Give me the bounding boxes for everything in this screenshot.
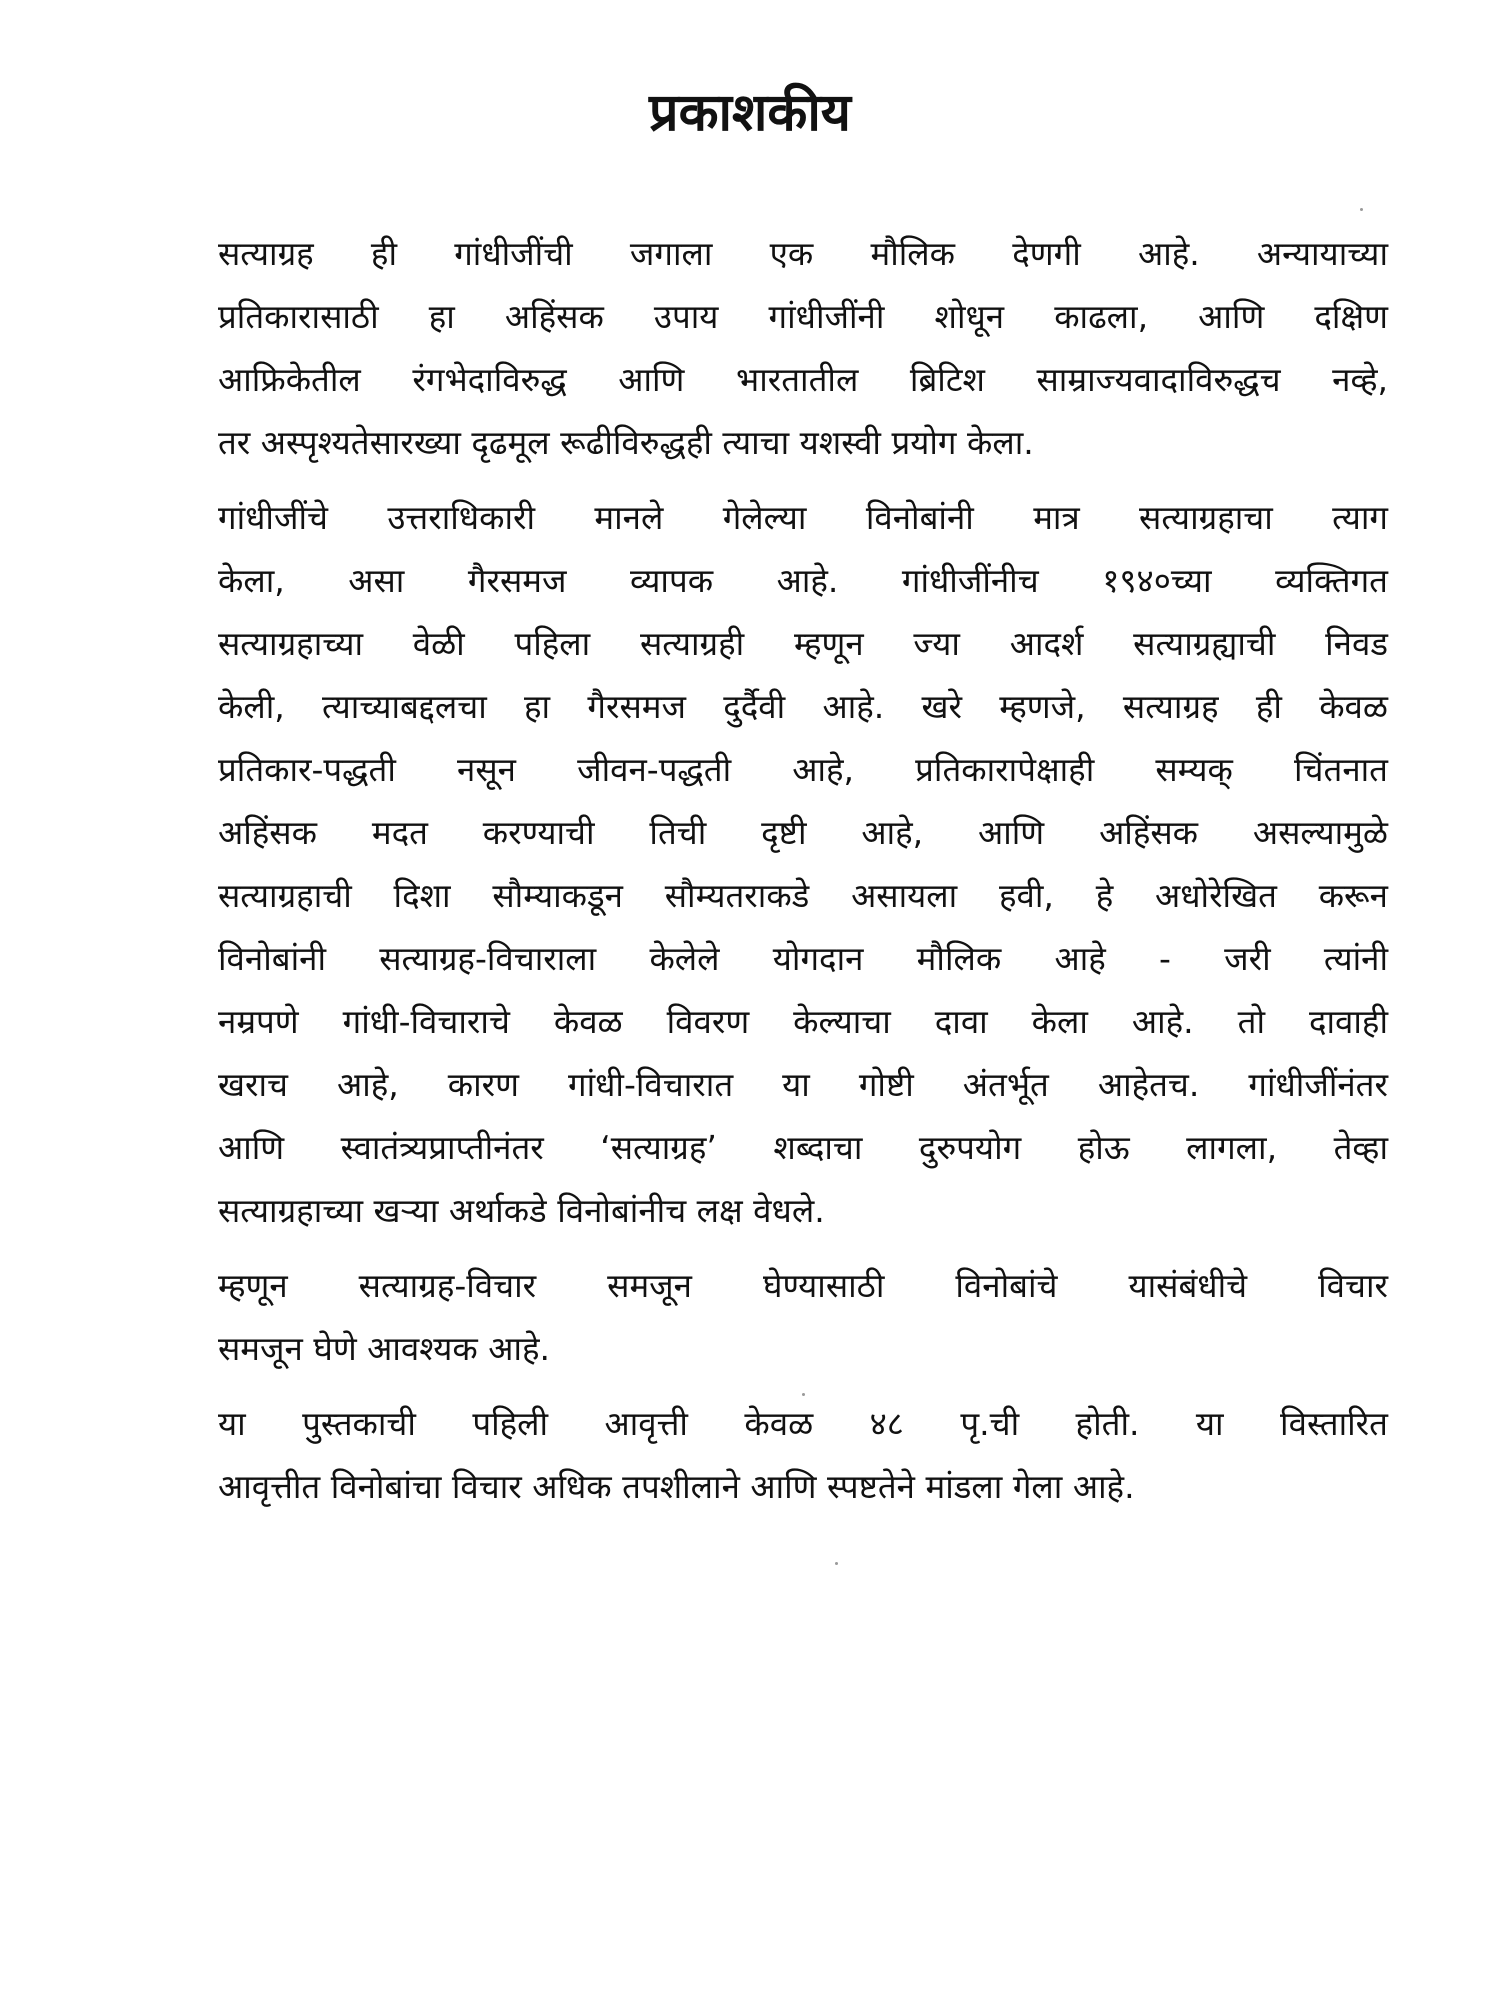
scan-speck (1360, 208, 1363, 211)
paragraph-1 (128, 222, 1388, 474)
text-line: तर अस्पृश्यतेसारख्या दृढमूल रूढीविरुद्धही त्याचा यशस्वी प्रयोग केला. (218, 423, 1034, 462)
text-line: आणि स्वातंत्र्यप्राप्तीनंतर ‘सत्याग्रह’ शब्दाचा दुरुपयोग होऊ लागला, तेव्हा (218, 1128, 1388, 1167)
scan-speck (835, 1562, 838, 1565)
text-line: आफ्रिकेतील रंगभेदाविरुद्ध आणि भारतातील ब्रिटिश साम्राज्यवादाविरुद्धच नव्हे, (218, 360, 1388, 399)
text-line: सत्याग्रहाची दिशा सौम्याकडून सौम्यतराकडे असायला हवी, हे अधोरेखित करून (218, 876, 1388, 915)
text-line: म्हणून सत्याग्रह-विचार समजून घेण्यासाठी विनोबांचे यासंबंधीचे विचार (218, 1266, 1388, 1305)
paragraph-4 (128, 1392, 1388, 1518)
text-line: खराच आहे, कारण गांधी-विचारात या गोष्टी अंतर्भूत आहेतच. गांधीजींनंतर (218, 1065, 1388, 1104)
text-line: नम्रपणे गांधी-विचाराचे केवळ विवरण केल्याचा दावा केला आहे. तो दावाही (218, 1002, 1388, 1041)
text-line: आवृत्तीत विनोबांचा विचार अधिक तपशीलाने आणि स्पष्टतेने मांडला गेला आहे. (218, 1467, 1135, 1506)
text-line: प्रतिकार-पद्धती नसून जीवन-पद्धती आहे, प्रतिकारापेक्षाही सम्यक् चिंतनात (218, 750, 1388, 789)
text-line: सत्याग्रहाच्या खऱ्या अर्थाकडे विनोबांनीच लक्ष वेधले. (218, 1191, 825, 1230)
paragraph-2 (128, 486, 1388, 1242)
text-line: विनोबांनी सत्याग्रह-विचाराला केलेले योगदान मौलिक आहे - जरी त्यांनी (218, 939, 1388, 978)
paragraph-3 (128, 1254, 1388, 1380)
text-line: गांधीजींचे उत्तराधिकारी मानले गेलेल्या विनोबांनी मात्र सत्याग्रहाचा त्याग (218, 498, 1388, 537)
text-line: सत्याग्रह ही गांधीजींची जगाला एक मौलिक देणगी आहे. अन्यायाच्या (218, 234, 1388, 273)
text-line: केली, त्याच्याबद्दलचा हा गैरसमज दुर्दैवी आहे. खरे म्हणजे, सत्याग्रह ही केवळ (218, 687, 1388, 726)
document-body (128, 222, 1388, 1530)
text-line: समजून घेणे आवश्यक आहे. (218, 1329, 550, 1368)
scan-speck (802, 1393, 805, 1396)
text-line: या पुस्तकाची पहिली आवृत्ती केवळ ४८ पृ.ची होती. या विस्तारित (218, 1404, 1388, 1443)
page-title: प्रकाशकीय (649, 83, 851, 143)
text-line: केला, असा गैरसमज व्यापक आहे. गांधीजींनीच १९४०च्या व्यक्तिगत (218, 561, 1388, 600)
text-line: अहिंसक मदत करण्याची तिची दृष्टी आहे, आणि अहिंसक असल्यामुळे (218, 813, 1388, 852)
text-line: प्रतिकारासाठी हा अहिंसक उपाय गांधीजींनी शोधून काढला, आणि दक्षिण (218, 297, 1388, 336)
text-line: सत्याग्रहाच्या वेळी पहिला सत्याग्रही म्हणून ज्या आदर्श सत्याग्रह्याची निवड (218, 624, 1388, 663)
